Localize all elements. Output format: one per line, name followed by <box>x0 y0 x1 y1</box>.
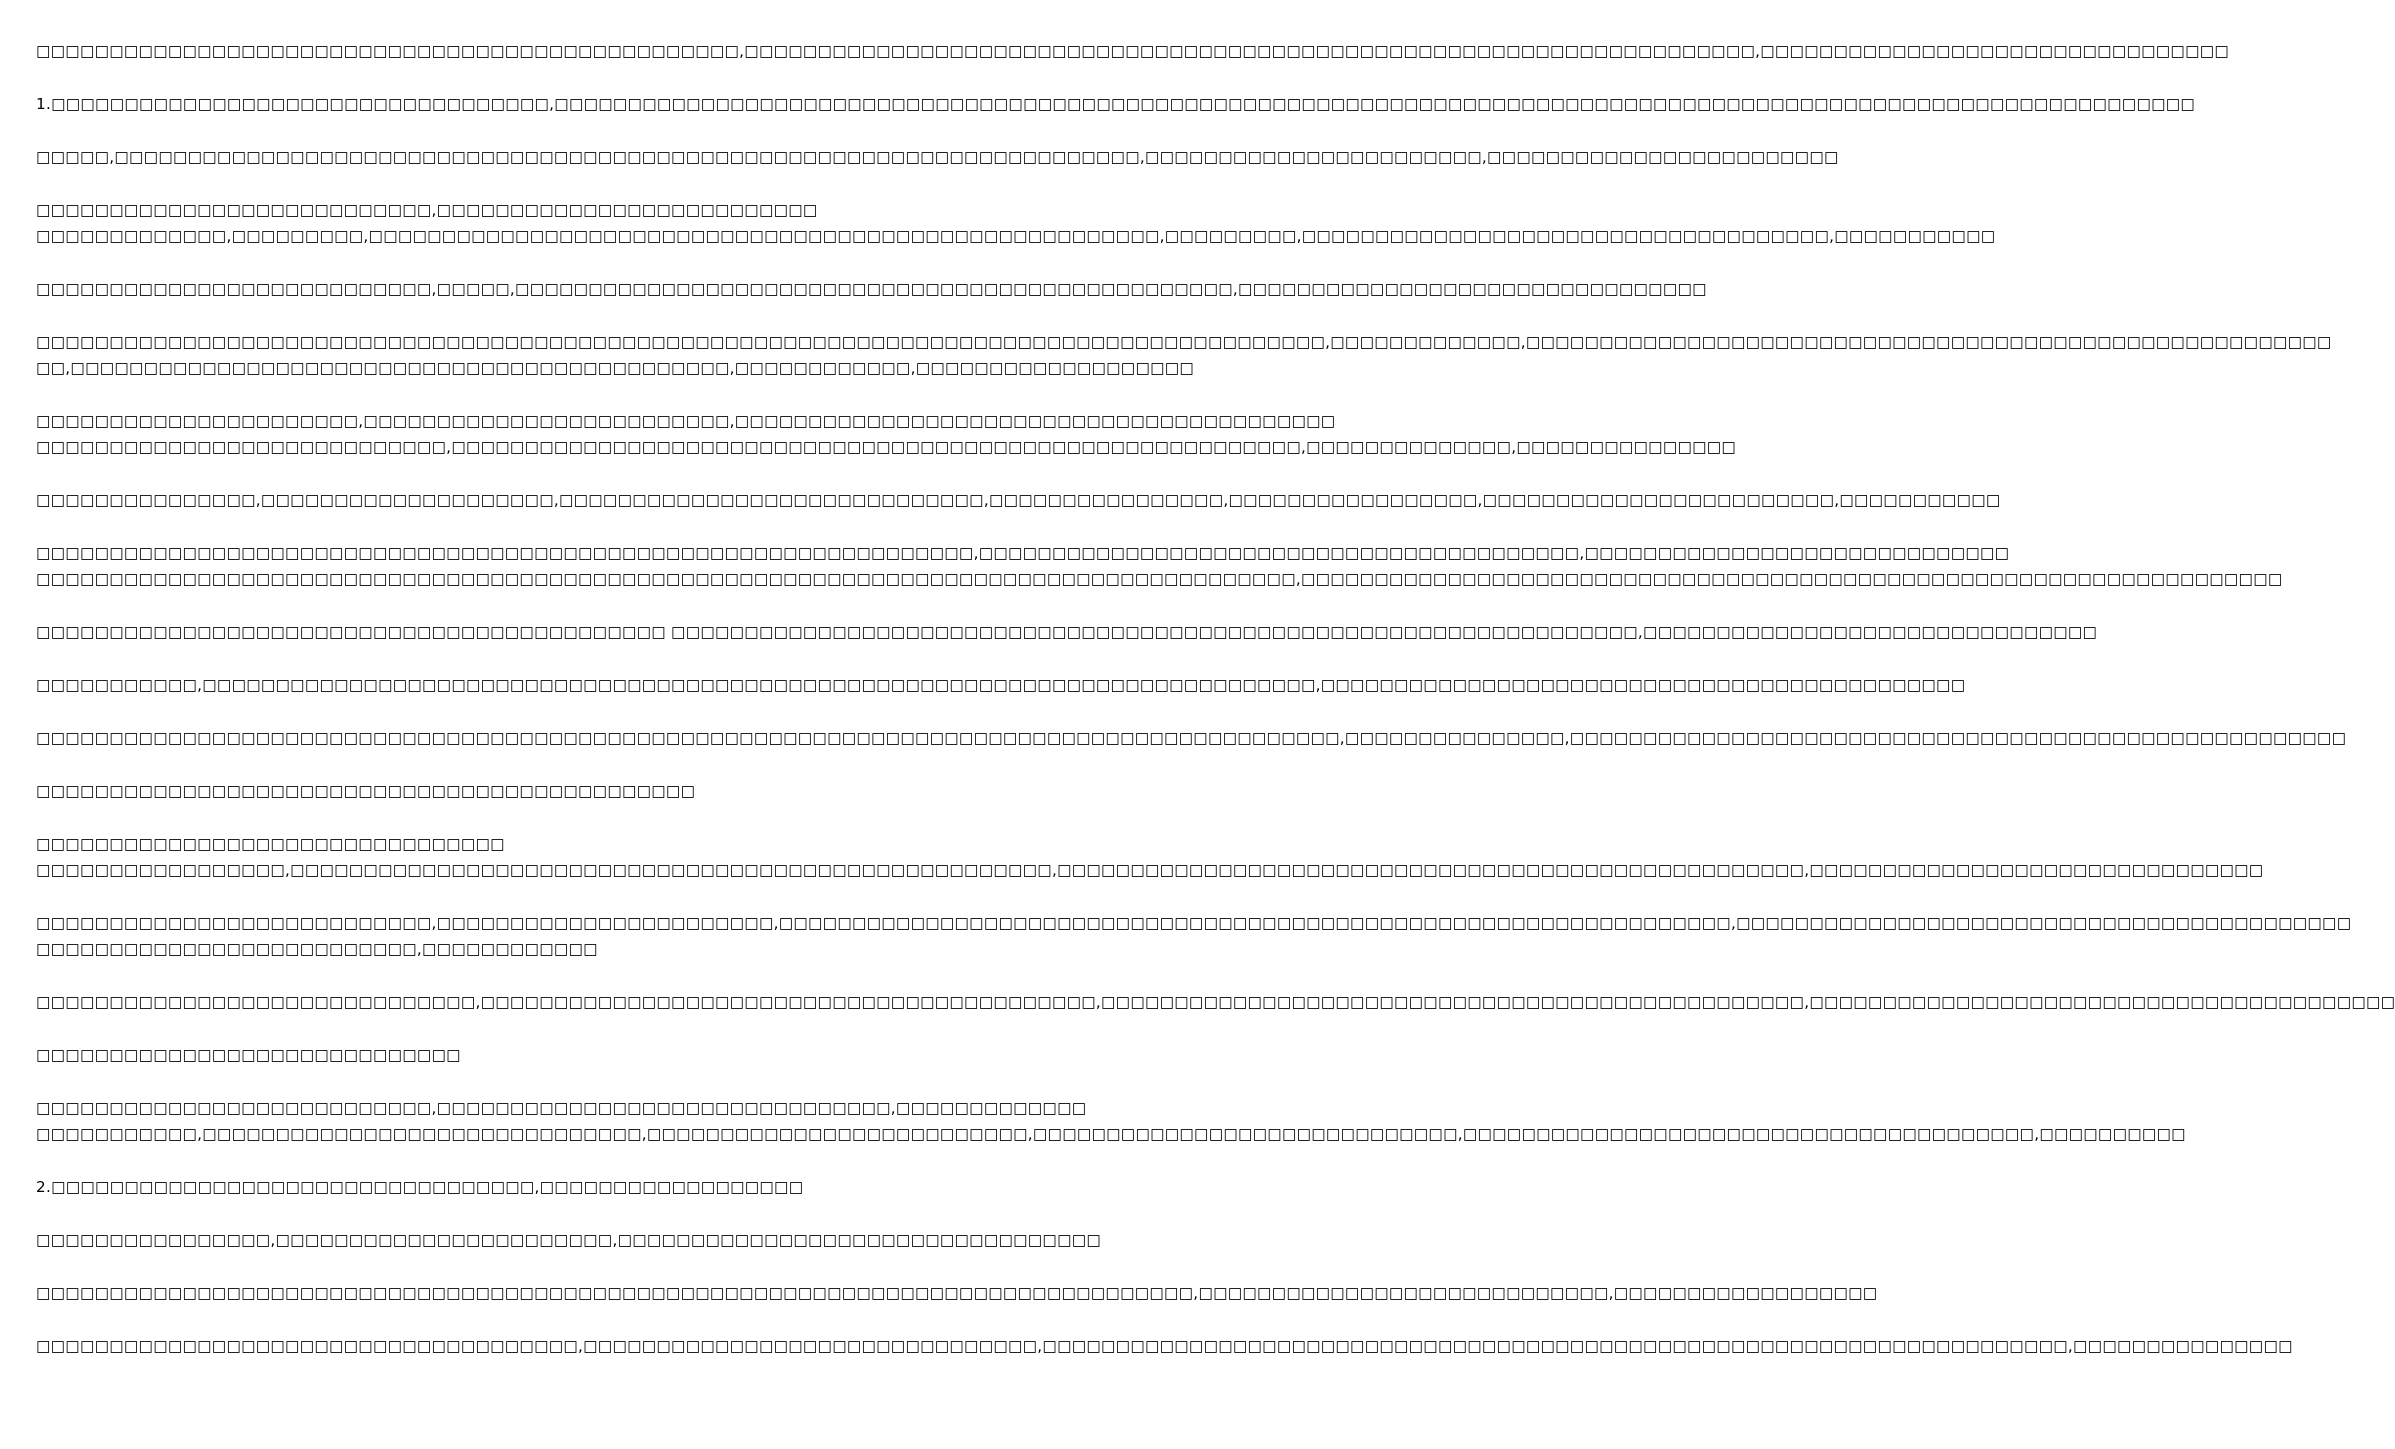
paragraph-gap <box>36 592 988 619</box>
text-line: □□□□□□□□□□□□□□□□□□□□□□□□□□□□□ <box>36 1046 461 1064</box>
paragraph-gap <box>36 64 988 91</box>
paragraph-gap <box>36 645 988 672</box>
paragraph-gap <box>36 1200 988 1227</box>
document-body <box>36 38 2395 1359</box>
text-line: □□□□□□□□□□□□□□□□□□□□□□□□□□□□□□□□□□□□□□□□□□□□□□□□□□□□□□□□□□□□□□□□□□□□□□□□□□□□□□□□□□□□□□□□□,□□□□□□□□□□□□□□□,□□□□□□□□□□□□□□□□□□□□□□□□□□□□□□□□□□□□□□□□□□□□□□□□□□□□□ <box>36 729 2347 747</box>
paragraph-gap <box>36 804 988 831</box>
paragraph-gap <box>36 962 988 989</box>
paragraph-gap <box>36 170 988 197</box>
text-line: □□□□□□□□□□□□□□□□□□□□□□□□□□□□□□□□□□□□□□□□□□□ □□□□□□□□□□□□□□□□□□□□□□□□□□□□□□□□□□□□□□□□□□□□□□□□□□□□□□□□□□□□□□□□□□,□□□□□□□□□□□□□□□□□□□□□□□□□□□□□□□ <box>36 623 2098 641</box>
paragraph-gap <box>36 381 988 408</box>
text-line: □□□□□□□□□□□□□□□□□□□□□□□□□□□□□□□□□□□□□□□□□□□□□□□□□□□□□□□□□□□□□□□□□□□□□□□□□□□□□□□,□□□□□□□□□□□□□□□□□□□□□□□□□□□□,□□□□□□□□□□□□□□□□□□ <box>36 1284 1878 1302</box>
paragraph-gap <box>36 883 988 910</box>
text-line: □□□□□□□□□□□□□□□□□□□□□□□□□□□□□□,□□□□□□□□□□□□□□□□□□□□□□□□□□□□□□□□□□□□□□□□□□,□□□□□□□□□□□□□□□□□□□□□□□□□□□□□□□□□□□□□□□□□□□□□□□□,□□□□□□□□□□□□□□□□□□□□□□□□□□□□□□□□□□□□□□□□ <box>36 993 2395 1011</box>
text-line: □□□□□□□□□□□□□□□□□□□□□□□□□□□□□□□□ <box>36 835 505 853</box>
paragraph-gap <box>36 751 988 778</box>
paragraph-gap <box>36 513 988 540</box>
paragraph-gap <box>36 1306 988 1333</box>
text-line: □□□□□□□□□□□,□□□□□□□□□□□□□□□□□□□□□□□□□□□□□□□□□□□□□□□□□□□□□□□□□□□□□□□□□□□□□□□□□□□□□□□□□□□□,□□□□□□□□□□□□□□□□□□□□□□□□□□□□□□□□□□□□□□□□□□□□ <box>36 676 1966 694</box>
text-line: □□□□□□□□□□□□□□□□□□□□□□□□□□□□□□□□□□□□□□□□□□□□□□□□□□□□□□□□□□□□□□□□,□□□□□□□□□□□□□□□□□□□□□□□□□□□□□□□□□□□□□□□□□,□□□□□□□□□□□□□□□□□□□□□□□□□□□□□ <box>36 544 2010 562</box>
text-line: □□□□□□□□□□□□□□□□□□□□□□□□□□□,□□□□□,□□□□□□□□□□□□□□□□□□□□□□□□□□□□□□□□□□□□□□□□□□□□□□□□□,□□□□□□□□□□□□□□□□□□□□□□□□□□□□□□□□ <box>36 280 1707 298</box>
paragraph-gap <box>36 1015 988 1042</box>
text-line: □□□□□□□□□□□□□□□□□□□□□□□□□□□□□□□□□□□□□□□□□□□□□ <box>36 782 696 800</box>
text-line: □□□□□□□□□□□□□□□□□□□□□□□□□□□,□□□□□□□□□□□□□□□□□□□□□□□,□□□□□□□□□□□□□□□□□□□□□□□□□□□□□□□□□□□□□□□□□□□□□□□□□□□□□□□□□□□□□□□□□,□□□□□□□□□□□□□□□□□□□□□□□□□□□□□□□□□□□□□□□□□□ <box>36 914 2352 932</box>
text-line: □□□□□□□□□□□□□□□□□□□□□□□□□□□□□□□□□□□□□□□□□□□□□□□□,□□□□□□□□□□□□□□□□□□□□□□□□□□□□□□□□□□□□□□□□□□□□□□□□□□□□□□□□□□□□□□□□□□□□□,□□□□□□□□□□□□□□□□□□□□□□□□□□□□□□□□ <box>36 42 2230 60</box>
paragraph-gap <box>36 1147 988 1174</box>
text-line: 1.□□□□□□□□□□□□□□□□□□□□□□□□□□□□□□□□□□,□□□□□□□□□□□□□□□□□□□□□□□□□□□□□□□□□□□□□□□□□□□□□□□□□□□□□□□□□□□□□□□□□□□□□□□□□□□□□□□□□□□□□□□□□□□□□□□□□□□□□□□□□□□□□□□□ <box>36 95 2196 113</box>
text-line: □□□□□□□□□□□□□□□□□□□□□□□□□□□□□□□□□□□□□□□□□□□□□□□□□□□□□□□□□□□□□□□□□□□□□□□□□□□□□□□□□□□□□□□□,□□□□□□□□□□□□□,□□□□□□□□□□□□□□□□□□□□□□□□□□□□□□□□□□□□□□□□□□□□□□□□□□□□□□□ <box>36 333 2332 351</box>
text-line: 2.□□□□□□□□□□□□□□□□□□□□□□□□□□□□□□□□□,□□□□□□□□□□□□□□□□□□ <box>36 1178 804 1196</box>
text-line: □□□□□□□□□□□□□□□□□□□□□□□□□□□□□□□□□□□□□□□□□□□□□□□□□□□□□□□□□□□□□□□□□□□□□□□□□□□□□□□□□□□□□□,□□□□□□□□□□□□□□□□□□□□□□□□□□□□□□□□□□□□□□□□□□□□□□□□□□□□□□□□□□□□□□□□□□□ <box>36 570 2283 588</box>
text-line: □□,□□□□□□□□□□□□□□□□□□□□□□□□□□□□□□□□□□□□□□□□□□□□□,□□□□□□□□□□□□,□□□□□□□□□□□□□□□□□□□ <box>36 359 1195 377</box>
text-line: □□□□□,□□□□□□□□□□□□□□□□□□□□□□□□□□□□□□□□□□□□□□□□□□□□□□□□□□□□□□□□□□□□□□□□□□□□□□,□□□□□□□□□□□□□□□□□□□□□□□,□□□□□□□□□□□□□□□□□□□□□□□□ <box>36 148 1839 166</box>
text-line: □□□□□□□□□□□□□□□□□,□□□□□□□□□□□□□□□□□□□□□□□□□□□□□□□□□□□□□□□□□□□□□□□□□□□□,□□□□□□□□□□□□□□□□□□□□□□□□□□□□□□□□□□□□□□□□□□□□□□□□□□□,□□□□□□□□□□□□□□□□□□□□□□□□□□□□□□□ <box>36 861 2264 879</box>
paragraph-gap <box>36 698 988 725</box>
text-line: □□□□□□□□□□□□□□□□,□□□□□□□□□□□□□□□□□□□□□□□,□□□□□□□□□□□□□□□□□□□□□□□□□□□□□□□□□ <box>36 1231 1102 1249</box>
text-line: □□□□□□□□□□□□□□□□□□□□□□□□□□,□□□□□□□□□□□□ <box>36 940 598 958</box>
text-line: □□□□□□□□□□□□□□□□□□□□□□□□□□□,□□□□□□□□□□□□□□□□□□□□□□□□□□□□□□□,□□□□□□□□□□□□□ <box>36 1099 1087 1117</box>
paragraph-gap <box>36 117 988 144</box>
paragraph-gap <box>36 1253 988 1280</box>
paragraph-gap <box>36 249 988 276</box>
text-line: □□□□□□□□□□□□□□□□□□□□□□,□□□□□□□□□□□□□□□□□□□□□□□□□,□□□□□□□□□□□□□□□□□□□□□□□□□□□□□□□□□□□□□□□□□ <box>36 412 1336 430</box>
paragraph-gap <box>36 1068 988 1095</box>
text-line: □□□□□□□□□□□□□□□□□□□□□□□□□□□□,□□□□□□□□□□□□□□□□□□□□□□□□□□□□□□□□□□□□□□□□□□□□□□□□□□□□□□□□□□,□□□□□□□□□□□□□□,□□□□□□□□□□□□□□□ <box>36 438 1737 456</box>
paragraph-gap <box>36 460 988 487</box>
text-line: □□□□□□□□□□□□□,□□□□□□□□□,□□□□□□□□□□□□□□□□□□□□□□□□□□□□□□□□□□□□□□□□□□□□□□□□□□□□□□,□□□□□□□□□,□□□□□□□□□□□□□□□□□□□□□□□□□□□□□□□□□□□□,□□□□□□□□□□□ <box>36 227 1996 245</box>
paragraph-gap <box>36 302 988 329</box>
text-line: □□□□□□□□□□□□□□□,□□□□□□□□□□□□□□□□□□□□,□□□□□□□□□□□□□□□□□□□□□□□□□□□□□,□□□□□□□□□□□□□□□□,□□□□□□□□□□□□□□□□□,□□□□□□□□□□□□□□□□□□□□□□□□,□□□□□□□□□□□ <box>36 491 2001 509</box>
text-line: □□□□□□□□□□□□□□□□□□□□□□□□□□□□□□□□□□□□□,□□□□□□□□□□□□□□□□□□□□□□□□□□□□□□□,□□□□□□□□□□□□□□□□□□□□□□□□□□□□□□□□□□□□□□□□□□□□□□□□□□□□□□□□□□□□□□□□□□□□□□,□□□□□□□□□□□□□□□ <box>36 1337 2293 1355</box>
text-line: □□□□□□□□□□□□□□□□□□□□□□□□□□□,□□□□□□□□□□□□□□□□□□□□□□□□□□ <box>36 201 818 219</box>
text-line: □□□□□□□□□□□,□□□□□□□□□□□□□□□□□□□□□□□□□□□□□□,□□□□□□□□□□□□□□□□□□□□□□□□□□,□□□□□□□□□□□□□□□□□□□□□□□□□□□□□,□□□□□□□□□□□□□□□□□□□□□□□□□□□□□□□□□□□□□□□,□□□□□□□□□□ <box>36 1125 2186 1143</box>
